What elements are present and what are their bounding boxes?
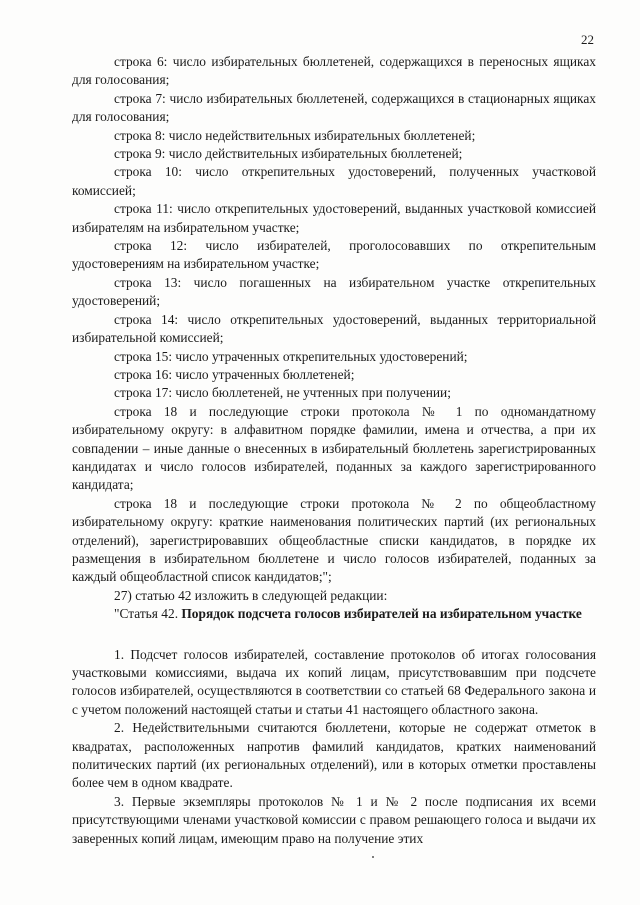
paragraph: строка 12: число избирателей, проголосовавших по открепительным удостоверениям на избирательном участке; (72, 238, 596, 272)
document-body (72, 53, 596, 848)
paragraph: строка 15: число утраченных открепительных удостоверений; (114, 348, 468, 364)
page-number: 22 (581, 32, 594, 47)
article-number: "Статья 42. (114, 606, 182, 622)
paragraph: строка 7: число избирательных бюллетеней, содержащихся в стационарных ящиках для голосования; (72, 90, 596, 125)
article-heading (72, 605, 596, 623)
paragraph: строка 18 и последующие строки протокола № 2 по общеобластному избирательному округу: краткие наименования политических партий (их региональных отделений), зарегистрировавших общеобластные списки кандидатов, в порядке их размещения в избирательном бюллетене и число голосов избирателей, поданных за каждый общеобластной список кандидатов;"; (72, 495, 596, 585)
paragraph: строка 6: число избирательных бюллетеней, содержащихся в переносных ящиках для голосования; (72, 54, 596, 88)
paragraph: строка 9: число действительных избирательных бюллетеней; (114, 146, 463, 162)
paragraph: строка 18 и последующие строки протокола № 1 по одномандатному избирательному округу: в алфавитном порядке фамилии, имена и отчества, а при их совпадении – иные данные о внесенных в избирательный бюллетень зарегистрированных кандидатах и число голосов избирателей, поданных за каждого зарегистрированного кандидата; (72, 403, 596, 493)
paragraph: строка 16: число утраченных бюллетеней; (114, 366, 355, 382)
paragraph: строка 17: число бюллетеней, не учтенных при получении; (114, 385, 451, 401)
scan-speck (372, 856, 374, 858)
paragraph: строка 11: число открепительных удостоверений, выданных участковой комиссией избирателям на избирательном участке; (72, 201, 596, 235)
paragraph: строка 8: число недействительных избирательных бюллетеней; (114, 127, 476, 143)
spacer (72, 624, 596, 646)
paragraph: строка 14: число открепительных удостоверений, выданных территориальной избирательной комиссией; (72, 311, 596, 346)
paragraph: строка 10: число открепительных удостоверений, полученных участковой комиссией; (72, 164, 596, 198)
paragraph: 1. Подсчет голосов избирателей, составление протоколов об итогах голосования участковыми комиссиями, выдача их копий лицам, присутствовавшим при подсчете голосов избирателей, осуществляются в соответствии со статьей 68 Федерального закона и с учетом положений настоящей статьи и статьи 41 настоящего областного закона. (72, 646, 596, 717)
paragraph: 2. Недействительными считаются бюллетени, которые не содержат отметок в квадратах, расположенных напротив фамилий кандидатов, кратких наименований политических партий (их региональных отделений), или в которых отметки проставлены более чем в одном квадрате. (72, 720, 596, 791)
paragraph: 3. Первые экземпляры протоколов № 1 и № 2 после подписания их всеми присутствующими членами участковой комиссии с правом решающего голоса и выдачи их заверенных копий лицам, имеющим право на получение этих (72, 793, 596, 846)
paragraph: строка 13: число погашенных на избирательном участке открепительных удостоверений; (72, 274, 596, 309)
paragraph: 27) статью 42 изложить в следующей редакции: (114, 587, 388, 603)
article-title: Порядок подсчета голосов избирателей на избирательном участке (181, 606, 582, 622)
